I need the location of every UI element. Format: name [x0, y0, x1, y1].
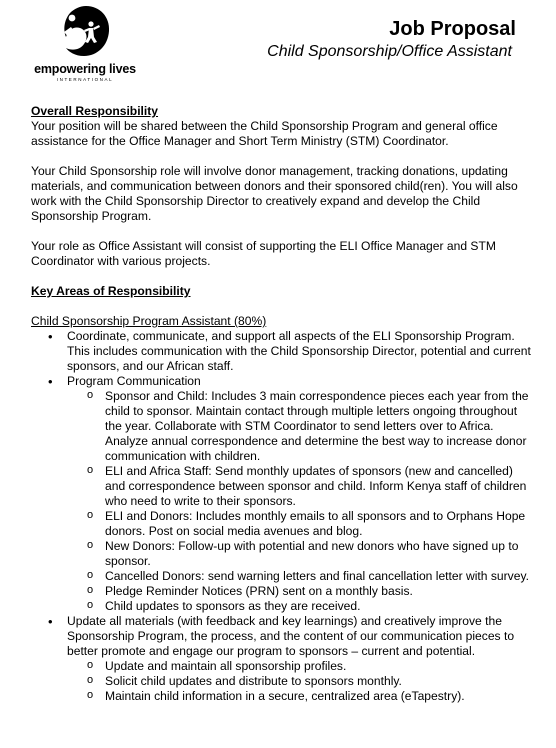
sub-list: [67, 659, 531, 704]
page-title: Job Proposal: [389, 18, 516, 40]
sub-list-item: o Cancelled Donors: send warning letters and final cancellation letter with survey.: [105, 569, 531, 584]
logo-emblem-icon: [56, 4, 112, 60]
list-item-text: Program Communication: [67, 374, 201, 388]
overall-paragraph: Your Child Sponsorship role will involve donor management, tracking donations, updating materials, and communication between donors and their sponsored child(ren). You will also work with the Child Sponsorship Director to creatively expand and develop the Child Sponsorship Program.: [31, 164, 518, 223]
sub-list-item: o Maintain child information in a secure, centralized area (eTapestry).: [105, 689, 531, 704]
list-item: [67, 329, 531, 374]
sub-list-item: o Child updates to sponsors as they are received.: [105, 599, 531, 614]
logo: [30, 4, 138, 84]
sub-list-item: o Sponsor and Child: Includes 3 main correspondence pieces each year from the child to sponsor. Maintain contact through multiple letters ongoing throughout the year. Collaborate with STM Coordinator to send letters over to Africa. Analyze annual correspondence and determine the best way to increase donor communication with children.: [105, 389, 531, 464]
sub-list-item: o ELI and Donors: Includes monthly emails to all sponsors and to Orphans Hope donors. Post on social media avenues and blog.: [105, 509, 531, 539]
page-subtitle: Child Sponsorship/Office Assistant: [267, 43, 512, 60]
sub-list: [67, 389, 531, 614]
sub-list-item: o Update and maintain all sponsorship profiles.: [105, 659, 531, 674]
list-item: [67, 614, 531, 704]
overall-paragraph: Your role as Office Assistant will consist of supporting the ELI Office Manager and STM Coordinator with various projects.: [31, 239, 496, 268]
list-item-text: Coordinate, communicate, and support all aspects of the ELI Sponsorship Program. This includes communication with the Child Sponsorship Director, potential and current sponsors, and our African staff.: [67, 329, 531, 373]
sub-list-item: o New Donors: Follow-up with potential and new donors who have signed up to sponsor.: [105, 539, 531, 569]
sub-list-item: o ELI and Africa Staff: Send monthly updates of sponsors (new and cancelled) and correspondence between sponsor and child. Inform Kenya staff of children who need to write to their sponsors.: [105, 464, 531, 509]
logo-text: empowering lives: [34, 62, 136, 76]
overall-paragraph: Your position will be shared between the Child Sponsorship Program and general office assistance for the Office Manager and Short Term Ministry (STM) Coordinator.: [31, 119, 498, 148]
key-areas-heading: Key Areas of Responsibility: [31, 284, 191, 298]
responsibility-list: [31, 329, 531, 704]
list-item: [67, 374, 531, 614]
list-item-text: Update all materials (with feedback and key learnings) and creatively improve the Sponsorship Program, the process, and the content of our communication pieces to better promote and engage our program to sponsors – current and potential.: [67, 614, 515, 658]
logo-subtext: INTERNATIONAL: [56, 77, 114, 82]
sub-list-item: o Solicit child updates and distribute to sponsors monthly.: [105, 674, 531, 689]
sub-list-item: o Pledge Reminder Notices (PRN) sent on a monthly basis.: [105, 584, 531, 599]
overall-heading: Overall Responsibility: [31, 104, 159, 118]
document-body: [31, 104, 531, 704]
section-subheading: Child Sponsorship Program Assistant (80%): [31, 314, 267, 328]
